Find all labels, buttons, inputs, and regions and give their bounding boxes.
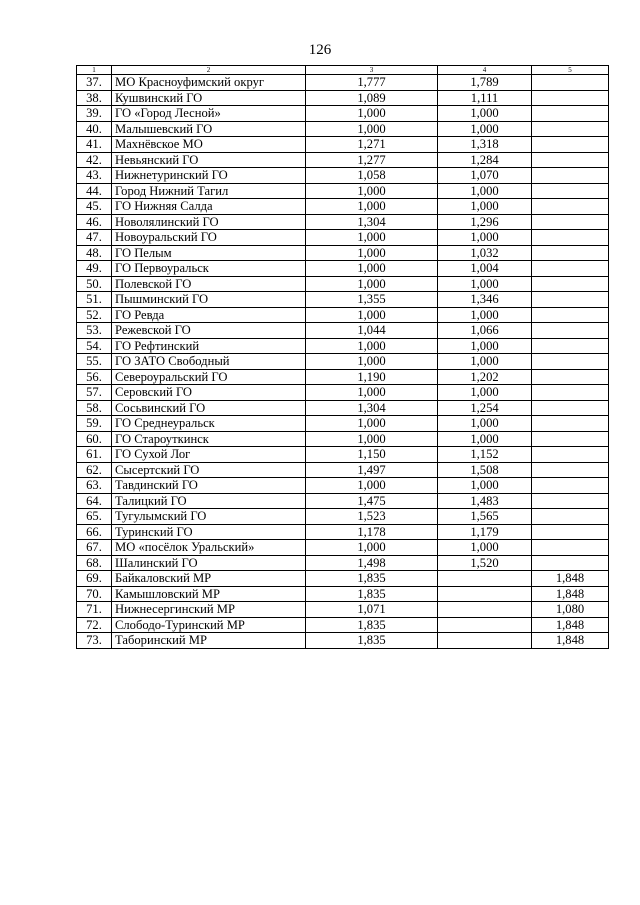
value-col-4: 1,032 (438, 245, 532, 261)
municipality-name: Камышловский МР (112, 586, 306, 602)
table-row (77, 400, 609, 416)
value-col-5 (532, 555, 609, 571)
header-col-3: 3 (306, 66, 438, 75)
municipality-name: Сысертский ГО (112, 462, 306, 478)
value-col-3: 1,497 (306, 462, 438, 478)
value-col-4: 1,000 (438, 385, 532, 401)
value-col-5 (532, 307, 609, 323)
municipality-name: ГО Пелым (112, 245, 306, 261)
municipality-name: Город Нижний Тагил (112, 183, 306, 199)
value-col-4: 1,508 (438, 462, 532, 478)
table-row (77, 245, 609, 261)
table-row (77, 586, 609, 602)
row-number: 73. (77, 633, 112, 649)
value-col-5: 1,848 (532, 633, 609, 649)
row-number: 58. (77, 400, 112, 416)
municipality-name: Североуральский ГО (112, 369, 306, 385)
header-col-1: 1 (77, 66, 112, 75)
value-col-3: 1,071 (306, 602, 438, 618)
table-row (77, 261, 609, 277)
value-col-3: 1,000 (306, 354, 438, 370)
municipality-name: Серовский ГО (112, 385, 306, 401)
row-number: 66. (77, 524, 112, 540)
value-col-3: 1,523 (306, 509, 438, 525)
value-col-3: 1,271 (306, 137, 438, 153)
row-number: 48. (77, 245, 112, 261)
row-number: 39. (77, 106, 112, 122)
row-number: 68. (77, 555, 112, 571)
value-col-5 (532, 493, 609, 509)
value-col-5 (532, 338, 609, 354)
coefficients-table (76, 65, 609, 649)
value-col-3: 1,000 (306, 276, 438, 292)
municipality-name: Талицкий ГО (112, 493, 306, 509)
value-col-4: 1,520 (438, 555, 532, 571)
header-col-4: 4 (438, 66, 532, 75)
value-col-3: 1,000 (306, 261, 438, 277)
value-col-5 (532, 276, 609, 292)
value-col-4: 1,000 (438, 431, 532, 447)
table-row (77, 183, 609, 199)
row-number: 59. (77, 416, 112, 432)
table-row (77, 121, 609, 137)
table-row (77, 555, 609, 571)
municipality-name: Нижнетуринский ГО (112, 168, 306, 184)
table-header (77, 66, 609, 75)
value-col-3: 1,000 (306, 106, 438, 122)
municipality-name: Сосьвинский ГО (112, 400, 306, 416)
value-col-5 (532, 540, 609, 556)
value-col-5 (532, 168, 609, 184)
value-col-4: 1,318 (438, 137, 532, 153)
municipality-name: Малышевский ГО (112, 121, 306, 137)
row-number: 72. (77, 617, 112, 633)
value-col-4: 1,296 (438, 214, 532, 230)
value-col-5 (532, 245, 609, 261)
municipality-name: Байкаловский МР (112, 571, 306, 587)
value-col-3: 1,355 (306, 292, 438, 308)
value-col-5: 1,080 (532, 602, 609, 618)
value-col-4 (438, 586, 532, 602)
table-row (77, 292, 609, 308)
value-col-4: 1,000 (438, 338, 532, 354)
value-col-5 (532, 385, 609, 401)
municipality-name: ГО Ревда (112, 307, 306, 323)
row-number: 49. (77, 261, 112, 277)
value-col-5 (532, 369, 609, 385)
row-number: 53. (77, 323, 112, 339)
value-col-5 (532, 75, 609, 91)
value-col-3: 1,498 (306, 555, 438, 571)
value-col-5 (532, 214, 609, 230)
row-number: 44. (77, 183, 112, 199)
value-col-3: 1,044 (306, 323, 438, 339)
value-col-5: 1,848 (532, 571, 609, 587)
row-number: 62. (77, 462, 112, 478)
municipality-name: Кушвинский ГО (112, 90, 306, 106)
table-row (77, 447, 609, 463)
value-col-3: 1,000 (306, 338, 438, 354)
table-row (77, 276, 609, 292)
value-col-3: 1,835 (306, 633, 438, 649)
table-row (77, 307, 609, 323)
value-col-4: 1,179 (438, 524, 532, 540)
row-number: 67. (77, 540, 112, 556)
table-body (77, 75, 609, 649)
value-col-4: 1,000 (438, 121, 532, 137)
value-col-5 (532, 323, 609, 339)
value-col-5 (532, 416, 609, 432)
value-col-4: 1,483 (438, 493, 532, 509)
value-col-5 (532, 292, 609, 308)
value-col-5: 1,848 (532, 617, 609, 633)
value-col-4: 1,000 (438, 106, 532, 122)
table-row (77, 524, 609, 540)
value-col-3: 1,000 (306, 385, 438, 401)
value-col-3: 1,000 (306, 307, 438, 323)
value-col-4: 1,346 (438, 292, 532, 308)
value-col-5 (532, 137, 609, 153)
value-col-3: 1,190 (306, 369, 438, 385)
table-row (77, 214, 609, 230)
municipality-name: Шалинский ГО (112, 555, 306, 571)
table-row (77, 369, 609, 385)
table-row (77, 168, 609, 184)
table-row (77, 106, 609, 122)
value-col-5 (532, 524, 609, 540)
municipality-name: Слободо-Туринский МР (112, 617, 306, 633)
value-col-4: 1,202 (438, 369, 532, 385)
value-col-5 (532, 106, 609, 122)
value-col-5 (532, 431, 609, 447)
row-number: 63. (77, 478, 112, 494)
value-col-3: 1,000 (306, 540, 438, 556)
row-number: 52. (77, 307, 112, 323)
table-row (77, 540, 609, 556)
value-col-3: 1,835 (306, 571, 438, 587)
value-col-4 (438, 602, 532, 618)
municipality-name: МО Красноуфимский округ (112, 75, 306, 91)
municipality-name: Новоуральский ГО (112, 230, 306, 246)
value-col-3: 1,835 (306, 617, 438, 633)
value-col-4: 1,111 (438, 90, 532, 106)
municipality-name: Новолялинский ГО (112, 214, 306, 230)
value-col-5 (532, 400, 609, 416)
table-row (77, 478, 609, 494)
municipality-name: ГО Рефтинский (112, 338, 306, 354)
value-col-4: 1,789 (438, 75, 532, 91)
value-col-3: 1,304 (306, 214, 438, 230)
table-row (77, 509, 609, 525)
municipality-name: ГО Сухой Лог (112, 447, 306, 463)
value-col-4: 1,000 (438, 416, 532, 432)
value-col-4: 1,066 (438, 323, 532, 339)
row-number: 70. (77, 586, 112, 602)
value-col-5 (532, 509, 609, 525)
value-col-4: 1,070 (438, 168, 532, 184)
value-col-4: 1,000 (438, 540, 532, 556)
value-col-3: 1,000 (306, 431, 438, 447)
value-col-5: 1,848 (532, 586, 609, 602)
table-row (77, 230, 609, 246)
header-col-2: 2 (112, 66, 306, 75)
municipality-name: Полевской ГО (112, 276, 306, 292)
table-row (77, 137, 609, 153)
row-number: 71. (77, 602, 112, 618)
table-row (77, 462, 609, 478)
municipality-name: ГО Староуткинск (112, 431, 306, 447)
row-number: 56. (77, 369, 112, 385)
value-col-3: 1,000 (306, 199, 438, 215)
row-number: 38. (77, 90, 112, 106)
value-col-4 (438, 633, 532, 649)
header-col-5: 5 (532, 66, 609, 75)
municipality-name: Тавдинский ГО (112, 478, 306, 494)
row-number: 37. (77, 75, 112, 91)
row-number: 50. (77, 276, 112, 292)
table-row (77, 354, 609, 370)
row-number: 54. (77, 338, 112, 354)
table-row (77, 323, 609, 339)
table-row (77, 199, 609, 215)
value-col-4: 1,152 (438, 447, 532, 463)
value-col-4: 1,000 (438, 307, 532, 323)
table-row (77, 75, 609, 91)
municipality-name: Туринский ГО (112, 524, 306, 540)
municipality-name: ГО Среднеуральск (112, 416, 306, 432)
row-number: 41. (77, 137, 112, 153)
row-number: 57. (77, 385, 112, 401)
municipality-name: Нижнесергинский МР (112, 602, 306, 618)
value-col-4: 1,000 (438, 230, 532, 246)
row-number: 42. (77, 152, 112, 168)
table-row (77, 617, 609, 633)
row-number: 61. (77, 447, 112, 463)
value-col-3: 1,000 (306, 230, 438, 246)
table-row (77, 493, 609, 509)
municipality-name: Режевской ГО (112, 323, 306, 339)
municipality-name: Тугулымский ГО (112, 509, 306, 525)
value-col-3: 1,089 (306, 90, 438, 106)
row-number: 45. (77, 199, 112, 215)
municipality-name: Махнёвское МО (112, 137, 306, 153)
row-number: 69. (77, 571, 112, 587)
row-number: 51. (77, 292, 112, 308)
row-number: 46. (77, 214, 112, 230)
municipality-name: ГО Первоуральск (112, 261, 306, 277)
value-col-5 (532, 121, 609, 137)
value-col-4: 1,000 (438, 354, 532, 370)
row-number: 65. (77, 509, 112, 525)
value-col-5 (532, 462, 609, 478)
table-row (77, 602, 609, 618)
value-col-3: 1,000 (306, 478, 438, 494)
value-col-3: 1,304 (306, 400, 438, 416)
value-col-5 (532, 183, 609, 199)
value-col-5 (532, 230, 609, 246)
table-row (77, 416, 609, 432)
table-row (77, 152, 609, 168)
table-row (77, 431, 609, 447)
value-col-3: 1,178 (306, 524, 438, 540)
row-number: 43. (77, 168, 112, 184)
municipality-name: Таборинский МР (112, 633, 306, 649)
page-number: 126 (308, 42, 332, 58)
value-col-5 (532, 152, 609, 168)
municipality-name: Невьянский ГО (112, 152, 306, 168)
value-col-3: 1,000 (306, 121, 438, 137)
value-col-3: 1,835 (306, 586, 438, 602)
value-col-4: 1,000 (438, 183, 532, 199)
value-col-3: 1,000 (306, 183, 438, 199)
value-col-5 (532, 354, 609, 370)
row-number: 60. (77, 431, 112, 447)
table-row (77, 90, 609, 106)
value-col-3: 1,777 (306, 75, 438, 91)
value-col-4: 1,565 (438, 509, 532, 525)
municipality-name: Пышминский ГО (112, 292, 306, 308)
value-col-4: 1,000 (438, 276, 532, 292)
municipality-name: ГО Нижняя Салда (112, 199, 306, 215)
value-col-4: 1,284 (438, 152, 532, 168)
value-col-4 (438, 617, 532, 633)
value-col-4: 1,004 (438, 261, 532, 277)
value-col-4: 1,000 (438, 478, 532, 494)
value-col-3: 1,277 (306, 152, 438, 168)
municipality-name: МО «посёлок Уральский» (112, 540, 306, 556)
table-row (77, 571, 609, 587)
value-col-3: 1,475 (306, 493, 438, 509)
value-col-5 (532, 199, 609, 215)
header-row (77, 66, 609, 75)
row-number: 64. (77, 493, 112, 509)
municipality-name: ГО «Город Лесной» (112, 106, 306, 122)
table-row (77, 338, 609, 354)
value-col-3: 1,000 (306, 416, 438, 432)
table-row (77, 385, 609, 401)
table-row (77, 633, 609, 649)
row-number: 40. (77, 121, 112, 137)
value-col-5 (532, 90, 609, 106)
row-number: 55. (77, 354, 112, 370)
row-number: 47. (77, 230, 112, 246)
value-col-3: 1,000 (306, 245, 438, 261)
value-col-4: 1,000 (438, 199, 532, 215)
value-col-3: 1,058 (306, 168, 438, 184)
value-col-4: 1,254 (438, 400, 532, 416)
value-col-4 (438, 571, 532, 587)
value-col-5 (532, 261, 609, 277)
value-col-5 (532, 478, 609, 494)
municipality-name: ГО ЗАТО Свободный (112, 354, 306, 370)
value-col-3: 1,150 (306, 447, 438, 463)
value-col-5 (532, 447, 609, 463)
